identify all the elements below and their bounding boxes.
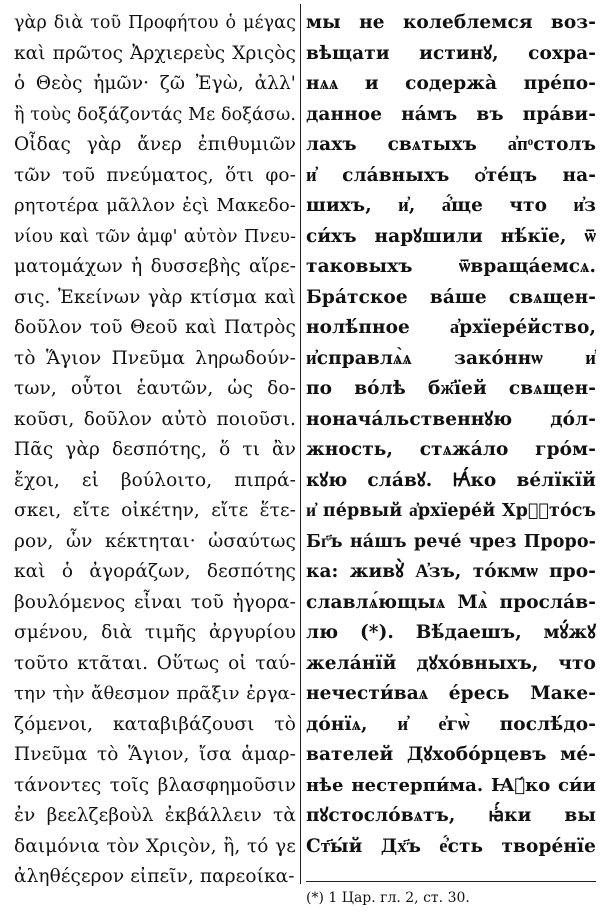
slavonic-text-line: пꙋстосло́вѧтъ, ꙗ҆́ки вы	[306, 805, 596, 826]
greek-text-line: τὸ Ἅγιον Πνεῦμα ληρωδούν-	[14, 347, 296, 369]
slavonic-text-line: данное на́мъ въ пра́ви-	[306, 103, 596, 125]
slavonic-text-line: нонача́льственнꙋю до́л-	[306, 408, 596, 430]
greek-text-line: Οἶδας γὰρ ἄνερ ἐπιθυμιῶν	[14, 134, 296, 155]
slavonic-text-line: лю (*). Вѣ́даешъ, мꙋ́жꙋ	[306, 622, 596, 643]
slavonic-text-line: славлѧ́ющыѧ Мѧ̀ просла́в-	[306, 591, 596, 613]
footnote-divider	[306, 881, 596, 882]
greek-text-line: ἢ τοὺς δοξάζοντάς Με δοξάσω.	[14, 104, 296, 125]
greek-text-line: ζόμενοι, καταβιβάζουσι τὸ	[14, 713, 296, 735]
greek-text-line: Πᾶς γὰρ δεσπότης, ὅ τι ἂν	[14, 439, 296, 460]
greek-text-line: ρητοτέρα μᾶλλον ἐςὶ Μακεδο-	[14, 195, 296, 216]
slavonic-text-line: по во́лѣ бж҃їей свѧщен-	[306, 378, 596, 399]
slavonic-text-line: Бра́тское ва́ше свѧщен-	[306, 286, 596, 308]
greek-text-line: καὶ ὁ ἀγοράζων, δεσπότης	[14, 561, 296, 582]
greek-text-line: σις. Ἐκείνων γὰρ κτίσμα καὶ	[14, 286, 296, 308]
footnote: (*) 1 Цар. гл. 2, ст. 30.	[306, 890, 470, 906]
greek-text-line: κοῦσι, δοῦλον αὐτὸ ποιοῦσι.	[14, 408, 296, 430]
greek-text-line: καὶ πρῶτος Ἀρχιερεὺς Χριςὸς	[14, 42, 296, 64]
slavonic-text-line: до́нїѧ, и҆ е҆гѡ̀ послѣ́до-	[306, 713, 596, 735]
slavonic-text-line: и҆ пе́рвый а҆рхїере́й Хрⷭ҇то́съ	[306, 501, 596, 521]
slavonic-text-line: таковыхъ ѿвраща́емсѧ.	[306, 256, 596, 277]
slavonic-text-line: кꙋю сла́вꙋ. Ꙗ҆́ко ве́лїкїй	[306, 469, 596, 491]
slavonic-text-line: вателей Дꙋхобо́рцевъ ме́-	[306, 744, 596, 765]
greek-text-line: γὰρ διὰ τοῦ Προφήτου ὁ μέγας	[14, 13, 296, 33]
slavonic-text-line: и҆ сла́вныхъ ѻ҆те́цъ на-	[306, 164, 596, 186]
greek-text-line: των, οὗτοι ἑαυτῶν, ὡς δο-	[14, 378, 296, 399]
greek-text-line: βουλόμενος εἶναι τοῦ ἠγορα-	[14, 591, 296, 613]
greek-text-line: ἐν βεελζεβοὺλ ἐκβάλλειν τὰ	[14, 805, 296, 826]
slavonic-text-line: и҆справлѧ̀ѧ зако́ннѡ и҆	[306, 347, 596, 369]
slavonic-text-line: шихъ, и҆, а҆́ще что и҆з	[306, 195, 596, 216]
greek-text-line: δαιμόνια τὸν Χριςὸν, ἢ, τό γε	[14, 835, 296, 857]
greek-text-line: ἀληθέςερον εἰπεῖν, παρεοίκα-	[14, 866, 295, 887]
slavonic-text-line: нѣе нестерпи́ма. Ꙗ҆́ко си́и	[306, 774, 596, 796]
slavonic-text-line: жность, стѧжа́ло гро́м-	[306, 439, 596, 460]
greek-text-column	[14, 8, 296, 893]
slavonic-text-line: жела́нїй дꙋхо́вныхъ, что	[306, 652, 596, 674]
greek-text-line: τοῦτο κτᾶται. Οὕτως οἱ ταύ-	[14, 652, 296, 674]
slavonic-text-line: нолѣ́пное а҆рхїере́йство,	[306, 317, 596, 338]
slavonic-text-line: нѧѧ и содержа̀ пре́по-	[306, 73, 596, 94]
greek-text-line: ὁ Θεὸς ἡμῶν· ζῶ Ἐγὼ, ἀλλ'	[14, 73, 296, 94]
slavonic-text-line: вѣщати истинꙋ, сохра-	[306, 42, 596, 64]
column-divider	[300, 4, 301, 884]
greek-text-line: τάνοντες τοῖς βλασφημοῦσιν	[14, 774, 296, 796]
greek-text-line: νίου καὶ τῶν ἀμφ' αὐτὸν Πνευ-	[14, 226, 296, 247]
slavonic-text-line: ка: живꙋ̀ А҆зъ, то́кмѡ про-	[306, 561, 596, 582]
greek-text-line: την τὴν ἄθεσμον πρᾶξιν ἐργα-	[14, 683, 296, 704]
slavonic-text-line: нечести́ваѧ е́ресь Маке-	[306, 683, 596, 704]
greek-text-line: ρον, ὧν κέκτηται· ὡσαύτως	[14, 530, 296, 552]
slavonic-text-line: Бг҃ъ на́шъ рече́ чрез Проро-	[306, 531, 596, 552]
greek-text-line: τῶν τοῦ πνεύματος, ὅτι φο-	[14, 164, 296, 186]
greek-text-line: σμένου, διὰ τιμῆς ἀργυρίου	[14, 622, 296, 643]
slavonic-text-line: Ст҃ы́й Дх҃ъ е҆́сть творе́нїе	[306, 835, 596, 857]
greek-text-line: ἔχοι, εἰ βούλοιτο, πιπρά-	[14, 469, 296, 491]
greek-text-line: σκει, εἴτε οἰκέτην, εἴτε ἕτε-	[14, 500, 296, 521]
church-slavonic-text-column	[306, 8, 596, 862]
slavonic-text-line: лахъ свѧтыхъ а҆пͦстолъ	[306, 134, 596, 155]
greek-text-line: ματομάχων ἡ δυσσεβὴς αἵρε-	[14, 256, 296, 277]
greek-text-line: Πνεῦμα τὸ Ἅγιον, ἴσα ἁμαρ-	[14, 744, 296, 765]
slavonic-text-line: мы не колеблемся воз-	[306, 12, 596, 33]
greek-text-line: δοῦλον τοῦ Θεοῦ καὶ Πατρὸς	[14, 317, 296, 338]
slavonic-text-line: си́хъ нарꙋшили нѣ́кїе, ѿ	[306, 225, 596, 247]
